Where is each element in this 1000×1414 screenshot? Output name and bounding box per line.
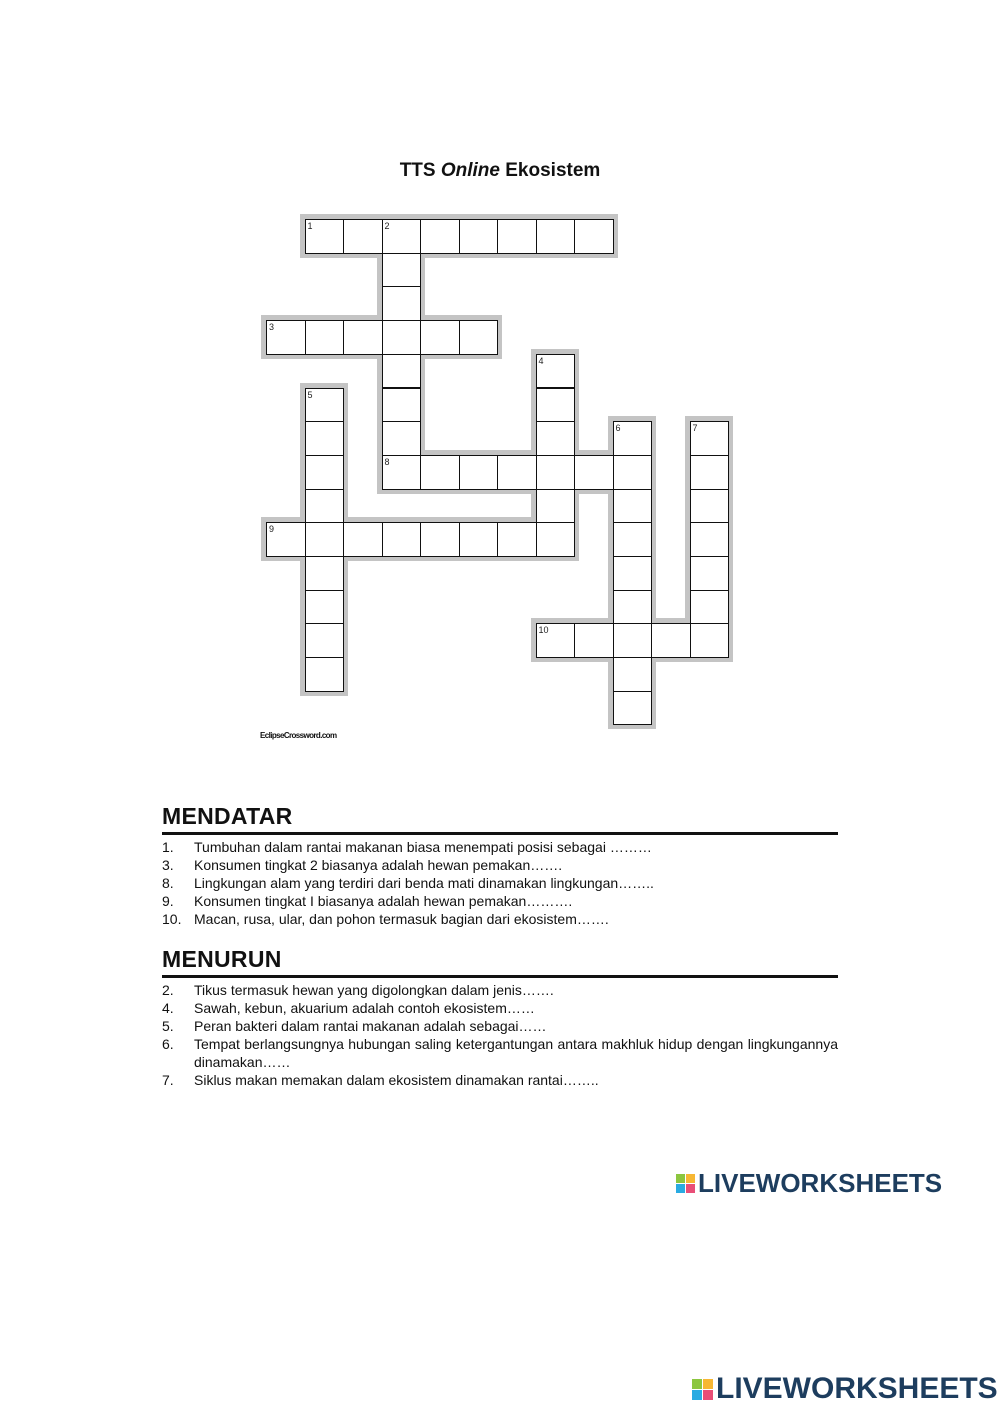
crossword-cell[interactable] [613,691,653,726]
crossword-cell[interactable] [305,320,345,355]
crossword-cell[interactable] [420,320,460,355]
crossword-cell[interactable] [382,253,422,288]
clue-number: 2. [162,982,174,998]
crossword-cell[interactable] [613,590,653,625]
crossword-cell[interactable] [305,556,345,591]
crossword-cell[interactable] [305,421,345,456]
crossword-cell[interactable] [305,489,345,524]
crossword-cell[interactable] [690,455,730,490]
clue-item [162,874,838,892]
clue-number-label: 6 [615,423,621,434]
clue-number-label: 8 [384,456,390,467]
clue-text: Lingkungan alam yang terdiri dari benda mati dinamakan lingkungan…….. [194,875,654,891]
clue-text: Konsumen tingkat 2 biasanya adalah hewan pemakan……. [194,857,563,873]
clue-number: 6. [162,1036,174,1052]
crossword-cell[interactable] [420,219,460,254]
crossword-cell[interactable] [690,489,730,524]
crossword-cell[interactable] [536,219,576,254]
logo-text: LIVEWORKSHEETS [716,1372,998,1405]
menurun-heading: MENURUN [162,946,838,978]
crossword-cell[interactable] [305,522,345,557]
clue-text: Tumbuhan dalam rantai makanan biasa menempati posisi sebagai ……… [194,839,652,855]
crossword-cell[interactable] [613,522,653,557]
clue-number-label: 2 [384,221,390,231]
clue-item [162,838,838,856]
crossword-cell[interactable] [382,286,422,321]
crossword-cell[interactable] [305,455,345,490]
crossword-cell[interactable] [536,388,576,423]
logo-text: LIVEWORKSHEETS [698,1168,943,1198]
mendatar-clue-list [162,838,838,928]
clue-number-label: 4 [538,355,544,366]
clue-number-label: 9 [269,524,275,535]
crossword-cell[interactable] [574,219,614,254]
logo-blocks-icon [676,1174,695,1193]
crossword-cell[interactable] [343,219,383,254]
liveworksheets-logo [676,1168,942,1199]
crossword-cell[interactable] [420,455,460,490]
clue-item [162,910,838,928]
crossword-cell[interactable] [613,455,653,490]
crossword-cell[interactable] [459,522,499,557]
logo-blocks-icon [692,1379,713,1400]
liveworksheets-logo-bottom [692,1372,998,1406]
crossword-cell[interactable] [343,320,383,355]
clue-number: 4. [162,1000,174,1016]
clue-item [162,999,838,1017]
clue-number: 7. [162,1072,174,1088]
clue-text: Tikus termasuk hewan yang digolongkan dalam jenis……. [194,982,554,998]
crossword-cell[interactable] [613,556,653,591]
crossword-cell[interactable] [382,421,422,456]
crossword-cell[interactable] [382,522,422,557]
crossword-cell[interactable] [382,320,422,355]
clue-item [162,1071,838,1089]
credit-text: EclipseCrossword.com [260,732,337,740]
crossword-cell[interactable] [305,590,345,625]
crossword-cell[interactable] [497,219,537,254]
clue-text: Sawah, kebun, akuarium adalah contoh ekosistem…… [194,1000,535,1016]
mendatar-heading: MENDATAR [162,803,838,835]
clue-number-label: 5 [307,389,313,400]
crossword-cell[interactable] [382,354,422,389]
clue-text: Macan, rusa, ular, dan pohon termasuk bagian dari ekosistem……. [194,911,609,927]
menurun-section [162,946,838,1089]
title-suffix: Ekosistem [499,160,601,181]
crossword-cell[interactable] [382,388,422,423]
menurun-clue-list [162,981,838,1089]
crossword-cell[interactable] [690,590,730,625]
crossword-cell[interactable] [613,489,653,524]
clue-number: 5. [162,1018,174,1034]
crossword-cell[interactable] [574,623,614,658]
crossword-cell[interactable] [651,623,691,658]
clue-number: 10. [162,911,182,927]
title-italic: Online [440,160,500,181]
crossword-cell[interactable] [305,623,345,658]
crossword-cell[interactable] [305,657,345,692]
crossword-cell[interactable] [459,219,499,254]
crossword-cell[interactable] [613,623,653,658]
clue-item [162,1017,838,1035]
clue-text: Tempat berlangsungnya hubungan saling ketergantungan antara makhluk hidup dengan lingkungannya dinamakan…… [194,1036,838,1070]
clue-number-label: 10 [538,625,549,636]
clue-item [162,1035,838,1071]
clue-number-label: 1 [307,221,313,231]
clue-number: 3. [162,857,174,873]
clue-number-label: 7 [692,423,698,434]
crossword-cell[interactable] [459,455,499,490]
clue-number: 8. [162,875,174,891]
crossword-cell[interactable] [536,522,576,557]
clue-number: 1. [162,839,174,855]
crossword-cell[interactable] [536,489,576,524]
crossword-cell[interactable] [343,522,383,557]
crossword-cell[interactable] [690,522,730,557]
crossword-cell[interactable] [536,455,576,490]
clue-number: 9. [162,893,174,909]
crossword-cell[interactable] [613,657,653,692]
clue-text: Peran bakteri dalam rantai makanan adalah sebagai…… [194,1018,547,1034]
clue-text: Konsumen tingkat I biasanya adalah hewan pemakan………. [194,893,573,909]
crossword-cell[interactable] [574,455,614,490]
crossword-cell[interactable] [690,623,730,658]
clue-number-label: 3 [269,322,275,333]
mendatar-section [162,803,838,928]
crossword-cell[interactable] [497,522,537,557]
clue-item [162,856,838,874]
title-prefix: TTS [399,160,441,181]
crossword-cell[interactable] [690,556,730,591]
clue-text: Siklus makan memakan dalam ekosistem dinamakan rantai…….. [194,1072,599,1088]
clue-item [162,981,838,999]
crossword-cell[interactable] [459,320,499,355]
crossword-cell[interactable] [420,522,460,557]
crossword-cell[interactable] [536,421,576,456]
crossword-cell[interactable] [497,455,537,490]
clue-item [162,892,838,910]
